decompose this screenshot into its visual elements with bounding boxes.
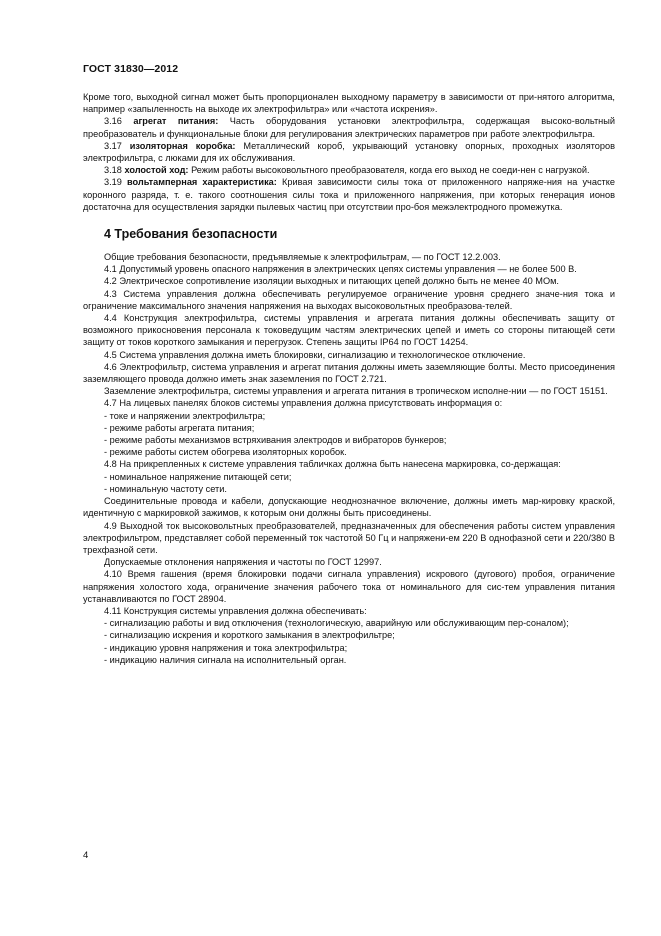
document-header: ГОСТ 31830—2012 bbox=[83, 63, 179, 75]
paragraph: 4.3 Система управления должна обеспечивать регулируемое ограничение уровня среднего значе-ния тока и ограничение максимального значения напряжения на выходах высоковольтных преобразова-телей. bbox=[83, 288, 615, 311]
list-item: - сигнализацию работы и вид отключения (технологическую, аварийную или обслуживающим пер-соналом); bbox=[104, 618, 569, 629]
paragraph: 4.8 На прикрепленных к системе управления табличках должна быть нанесена маркировка, со-держащая: bbox=[104, 459, 561, 470]
paragraph: 4.2 Электрическое сопротивление изоляции выходных и питающих цепей должно быть не менее 40 МОм. bbox=[104, 276, 559, 287]
definition-continuation: Кроме того, выходной сигнал может быть пропорционален выходному параметру в зависимости от при-нятого алгоритма, например «запыленность на выходе их электрофильтра» или «частота искрения». bbox=[83, 92, 615, 115]
term: вольтамперная характеристика: bbox=[127, 177, 277, 188]
term: холостой ход: bbox=[124, 165, 189, 176]
list-item: - индикацию наличия сигнала на исполнительный орган. bbox=[104, 654, 347, 665]
paragraph: Общие требования безопасности, предъявляемые к электрофильтрам, — по ГОСТ 12.2.003. bbox=[104, 252, 501, 263]
list-item: - индикацию уровня напряжения и тока электрофильтра; bbox=[104, 642, 348, 653]
list-item: - сигнализацию искрения и короткого замыкания в электрофильтре; bbox=[104, 630, 395, 641]
list-item: - номинальную частоту сети. bbox=[104, 483, 227, 494]
paragraph: 4.5 Система управления должна иметь блокировки, сигнализацию и технологическое отключение. bbox=[104, 349, 526, 360]
paragraph: 4.10 Время гашения (время блокировки подачи сигнала управления) искрового (дугового) пробоя, ограничение напряжения холостого хода, ограничение значения рабочего тока от номинального для сис-тем управления питания устанавливаются по ГОСТ 28904. bbox=[83, 569, 615, 604]
page-number: 4 bbox=[83, 850, 89, 861]
definition-3-18: 3.18 холостой ход: Режим работы высоковольтного преобразователя, когда его выход не соеди-нен с нагрузкой. bbox=[104, 165, 590, 176]
document-body bbox=[83, 91, 615, 666]
paragraph: 4.7 На лицевых панелях блоков системы управления должна присутствовать информация о: bbox=[104, 398, 503, 409]
paragraph: 4.11 Конструкция системы управления должна обеспечивать: bbox=[104, 605, 367, 616]
definition-3-17: 3.17 изоляторная коробка: Металлический короб, укрывающий установку опорных, проходных изоляторов электрофильтра, с люками для их обслуживания. bbox=[83, 140, 615, 164]
paragraph: Соединительные провода и кабели, допускающие неоднозначное включение, должны иметь мар-кировку краской, идентичную с маркировкой зажимов, к которым они должны быть присоединены. bbox=[83, 496, 615, 519]
paragraph: Допускаемые отклонения напряжения и частоты по ГОСТ 12997. bbox=[104, 557, 382, 568]
paragraph: 4.1 Допустимый уровень опасного напряжения в электрических цепях системы управления — не более 500 В. bbox=[104, 264, 577, 275]
definition-3-19: 3.19 вольтамперная характеристика: Кривая зависимости силы тока от приложенного напряже-ния на участке коронного разряда, т. е. такого соотношения силы тока и приложенного напряжения, при которых генерация ионов достаточна для осуществления зарядки пылевых частиц при отсутствии про-боя межэлектродного промежутка. bbox=[83, 177, 615, 212]
paragraph: 4.6 Электрофильтр, система управления и агрегат питания должны иметь заземляющие болты. Место присоединения заземляющего провода должно иметь знак заземления по ГОСТ 2.721. bbox=[83, 361, 615, 385]
list-item: - режиме работы механизмов встряхивания электродов и вибраторов бункеров; bbox=[104, 435, 447, 446]
list-item: - режиме работы агрегата питания; bbox=[104, 422, 255, 433]
paragraph: 4.4 Конструкция электрофильтра, системы управления и агрегата питания должны обеспечивать защиту от возможного прикосновения персонала к токоведущим частям электрических цепей и иметь со стороны питающей сети защиту от токов короткого замыкания и перегрузок. Степень защиты IP64 по ГОСТ 14254. bbox=[83, 313, 615, 348]
list-item: - номинальное напряжение питающей сети; bbox=[104, 471, 292, 482]
definition-3-16: 3.16 агрегат питания: Часть оборудования установки электрофильтра, содержащая высоко-вольтный преобразователь и функциональные блоки для регулирования электрических параметров при работе электрофильтра. bbox=[83, 116, 615, 139]
list-item: - режиме работы систем обогрева изоляторных коробок. bbox=[104, 447, 347, 458]
paragraph: 4.9 Выходной ток высоковольтных преобразователей, предназначенных для обеспечения работы систем управления электрофильтром, представляет собой переменный ток частотой 50 Гц и напряжени-ем 220 В однофазной сети и 220/380 В трехфазной сети. bbox=[83, 520, 615, 555]
section-title: 4 Требования безопасности bbox=[104, 227, 278, 242]
list-item: - токе и напряжении электрофильтра; bbox=[104, 410, 266, 421]
term: изоляторная коробка: bbox=[129, 140, 236, 151]
paragraph: Заземление электрофильтра, системы управления и агрегата питания в тропическом исполне-нии — по ГОСТ 15151. bbox=[104, 386, 608, 397]
term: агрегат питания: bbox=[133, 116, 219, 127]
